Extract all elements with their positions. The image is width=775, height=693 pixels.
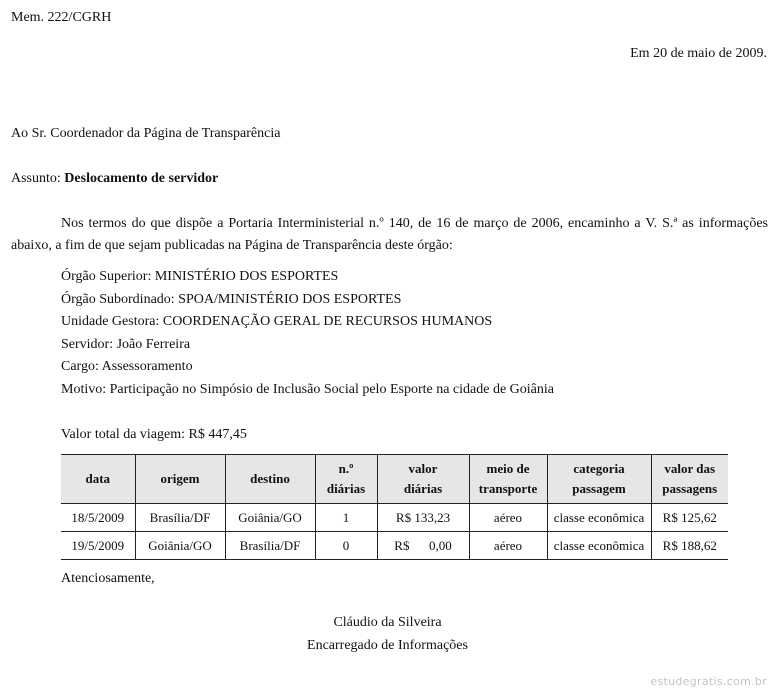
cell-origem: Brasília/DF [135, 504, 225, 532]
info-cargo: Cargo: Assessoramento [61, 359, 193, 375]
cell-n-diarias: 1 [315, 504, 377, 532]
cell-valor-diarias: R$ 0,00 [377, 532, 469, 560]
table-row [61, 504, 728, 532]
header-valor-diarias-line2: diárias [403, 481, 443, 496]
total-line: Valor total da viagem: R$ 447,45 [61, 427, 247, 442]
cell-categoria: classe econômica [547, 532, 651, 560]
cell-n-diarias: 0 [315, 532, 377, 560]
cell-meio: aéreo [469, 504, 547, 532]
subject-line [11, 168, 218, 190]
header-n-diarias [315, 455, 377, 504]
info-unidade-gestora: Unidade Gestora: COORDENAÇÃO GERAL DE RECURSOS HUMANOS [61, 314, 493, 330]
info-orgao-subordinado: Órgão Subordinado: SPOA/MINISTÉRIO DOS ESPORTES [61, 291, 402, 307]
header-valor-passagens [651, 455, 728, 504]
header-valor-diarias [377, 455, 469, 504]
header-n-diarias-line2: diárias [326, 481, 366, 496]
header-categoria-line2: passagem [572, 481, 626, 496]
signature-role: Encarregado de Informações [307, 638, 468, 653]
watermark: estudegratis.com.br [650, 675, 767, 688]
table-header-row [61, 455, 728, 504]
header-data: data [61, 455, 135, 504]
info-orgao-superior: Órgão Superior: MINISTÉRIO DOS ESPORTES [61, 269, 339, 284]
cell-destino: Brasília/DF [225, 532, 315, 560]
header-valor-passagens-line1: valor das [664, 461, 716, 476]
header-valor-passagens-line2: passagens [662, 481, 718, 496]
cell-meio: aéreo [469, 532, 547, 560]
header-valor-diarias-line1: valor [408, 461, 438, 476]
header-meio [469, 455, 547, 504]
signature-name: Cláudio da Silveira [333, 615, 442, 630]
addressee: Ao Sr. Coordenador da Página de Transparência [11, 126, 281, 141]
cell-data: 18/5/2009 [61, 504, 135, 532]
header-destino: destino [225, 455, 315, 504]
table-row [61, 532, 728, 560]
info-motivo: Motivo: Participação no Simpósio de Inclusão Social pelo Esporte na cidade de Goiânia [61, 381, 554, 397]
subject-label: Assunto: [11, 171, 65, 186]
date-line: Em 20 de maio de 2009. [630, 46, 767, 61]
header-n-diarias-line1: n.º [338, 461, 354, 476]
body-paragraph-container [11, 213, 768, 257]
subject-value: Deslocamento de servidor [64, 171, 219, 186]
cell-data: 19/5/2009 [61, 532, 135, 560]
body-paragraph: Nos termos do que dispõe a Portaria Interministerial n.º 140, de 16 de março de 2006, encaminho a V. S.ª as informações abaixo, a fim de que sejam publicadas na Página de Transparência deste órgão: [11, 216, 768, 253]
cell-origem: Goiânia/GO [135, 532, 225, 560]
cell-destino: Goiânia/GO [225, 504, 315, 532]
header-meio-line2: transporte [478, 481, 538, 496]
header-meio-line1: meio de [486, 461, 530, 476]
cell-categoria: classe econômica [547, 504, 651, 532]
travel-table [61, 454, 728, 560]
header-categoria-line1: categoria [573, 461, 625, 476]
info-servidor: Servidor: João Ferreira [61, 336, 191, 352]
cell-valor-passagens: R$ 188,62 [651, 532, 728, 560]
header-categoria [547, 455, 651, 504]
memo-number: Mem. 222/CGRH [11, 10, 112, 25]
info-block [61, 266, 554, 402]
header-origem: origem [135, 455, 225, 504]
cell-valor-passagens: R$ 125,62 [651, 504, 728, 532]
cell-valor-diarias: R$ 133,23 [377, 504, 469, 532]
closing: Atenciosamente, [61, 571, 155, 586]
